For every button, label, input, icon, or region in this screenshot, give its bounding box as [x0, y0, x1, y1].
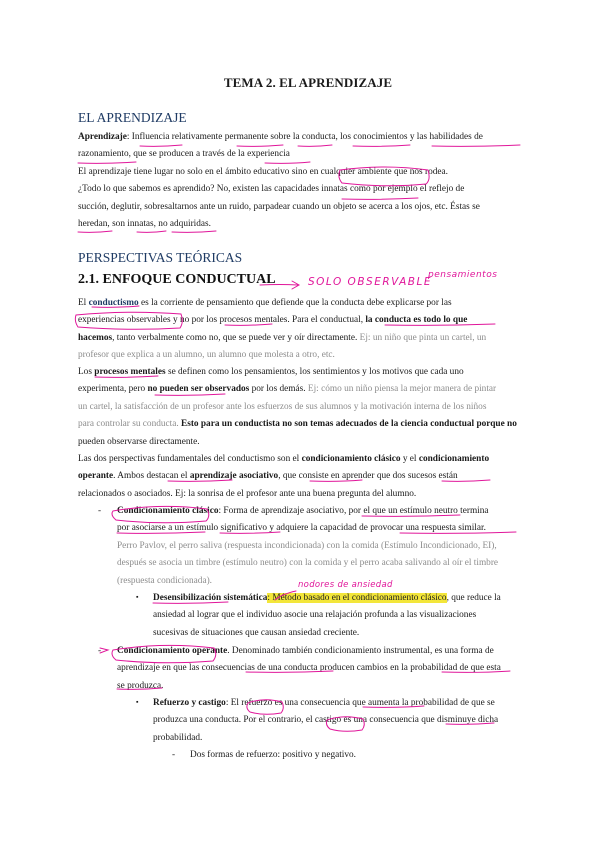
- text-line: razonamiento, que se producen a través de la experiencia: [78, 149, 290, 160]
- text-line: Condicionamiento operante. Denominado también condicionamiento instrumental, es una forma de: [117, 646, 494, 656]
- conductismo-paragraph: [78, 295, 550, 365]
- list-dash: -: [98, 646, 102, 656]
- handwritten-note-nodores: nodores de ansiedad: [298, 580, 393, 590]
- text-line: Desensibilización sistemática: Método basado en el condicionamiento clásico, que reduce la: [153, 593, 501, 603]
- list-item-desensibilizacion: [153, 590, 563, 642]
- arrow-mark: [292, 281, 299, 289]
- section-heading-perspectivas: PERSPECTIVAS TEÓRICAS: [78, 250, 243, 265]
- text-line: ¿Todo lo que sabemos es aprendido? No, existen las capacidades innatas como por ejemplo el reflejo de: [78, 184, 465, 195]
- procesos-mentales-paragraph: [78, 364, 550, 451]
- handwritten-note-solo-observable: SOLO OBSERVABLE: [308, 276, 432, 288]
- list-item-condicionamiento-operante: [117, 643, 562, 695]
- aprendizaje-paragraph: [78, 129, 550, 233]
- text-line: experimenta, pero no pueden ser observados por los demás. Ej: cómo un niño piensa la mejor manera de pintar: [78, 384, 497, 395]
- text-line: se produzca.: [117, 680, 164, 691]
- text-line: hacemos, tanto verbalmente como no, que se puede ver y oír directamente. Ej: un niño que pinta un cartel, un: [78, 332, 487, 343]
- perspectivas-paragraph: [78, 451, 550, 503]
- text-line: por asociarse a un estímulo significativo y adquiere la capacidad de provocar una respuesta similar.: [117, 523, 486, 534]
- text-line: Los procesos mentales se definen como los pensamientos, los sentimientos y los motivos que cada uno: [78, 367, 464, 377]
- text-line: probabilidad.: [153, 732, 203, 743]
- text-line: profesor que explica a un alumno, un alumno que molesta a otro, etc.: [78, 350, 335, 361]
- text-line: (respuesta condicionada).: [117, 575, 212, 586]
- arrow-mark: [100, 648, 108, 653]
- text-line: heredan, son innatas, no adquiridas.: [78, 219, 211, 230]
- text-line: El aprendizaje tiene lugar no solo en el ámbito educativo sino en cualquier ambiente que nos rodea.: [78, 166, 448, 177]
- list-item-refuerzo-castigo: [153, 695, 563, 747]
- text-line: succión, deglutir, sobresaltarnos ante un ruido, parpadear cuando un objeto se acerca a los ojos, etc. Éstas se: [78, 201, 480, 212]
- section-heading-aprendizaje: EL APRENDIZAJE: [78, 110, 187, 125]
- text-line: Las dos perspectivas fundamentales del conductismo son el condicionamiento clásico y el condicionamiento: [78, 454, 490, 464]
- text-line: un cartel, la satisfacción de un profesor ante los esfuerzos de sus alumnos y la motivación interna de los niños: [78, 401, 487, 412]
- subsection-heading-conductual: 2.1. ENFOQUE CONDUCTUAL: [78, 272, 276, 287]
- sub-bullet: ▪: [136, 698, 139, 706]
- handwritten-note-pensamientos: pensamientos: [428, 270, 498, 280]
- sub-bullet: ▪: [136, 593, 139, 601]
- text-line: Perro Pavlov, el perro saliva (respuesta incondicionada) con la comida (Estímulo Incondicionado, EI),: [117, 540, 497, 551]
- list-item-dos-formas: Dos formas de refuerzo: positivo y negativo.: [190, 750, 357, 760]
- text-line: después se asocia un timbre (estímulo neutro) con la comida y el perro acaba salivando al oír el timbre: [117, 558, 499, 569]
- list-item-condicionamiento-clasico: [117, 503, 557, 590]
- text-line: pueden observarse directamente.: [78, 436, 200, 447]
- text-line: relacionados o asociados. Ej: la sonrisa de el profesor ante una buena pregunta del alumno.: [78, 488, 417, 499]
- list-dash: -: [172, 750, 176, 760]
- text-line: aprendizaje en que las consecuencias de una conducta producen cambios en la probabilidad de que esta: [117, 663, 501, 674]
- text-line: ansiedad al lograr que el individuo asocie una relajación profunda a las visualizaciones: [153, 610, 477, 621]
- text-line: produzca una conducta. Por el contrario, el castigo es una consecuencia que disminuye dicha: [153, 715, 499, 726]
- text-line: para controlar su conducta. Esto para un conductista no son temas adecuados de la ciencia conductual porque no: [78, 419, 517, 430]
- text-line: Condicionamiento clásico: Forma de aprendizaje asociativo, por el que un estímulo neutro termina: [117, 506, 489, 516]
- text-line: El conductismo es la corriente de pensamiento que defiende que la conducta debe explicarse por las: [78, 298, 452, 308]
- list-dash: -: [98, 506, 102, 516]
- text-line: experiencias observables y no por los procesos mentales. Para el conductual, la conducta es todo lo que: [78, 315, 468, 326]
- page-title: TEMA 2. EL APRENDIZAJE: [223, 75, 393, 90]
- text-line: Aprendizaje: Influencia relativamente permanente sobre la conducta, los conocimientos y las habilidades de: [78, 132, 483, 142]
- text-line: sucesivas de situaciones que causan ansiedad creciente.: [153, 627, 360, 638]
- text-line: Refuerzo y castigo: El refuerzo es una consecuencia que aumenta la probabilidad de que se: [153, 698, 495, 708]
- text-line: operante. Ambos destacan el aprendizaje asociativo, que consiste en aprender que dos sucesos están: [78, 471, 458, 482]
